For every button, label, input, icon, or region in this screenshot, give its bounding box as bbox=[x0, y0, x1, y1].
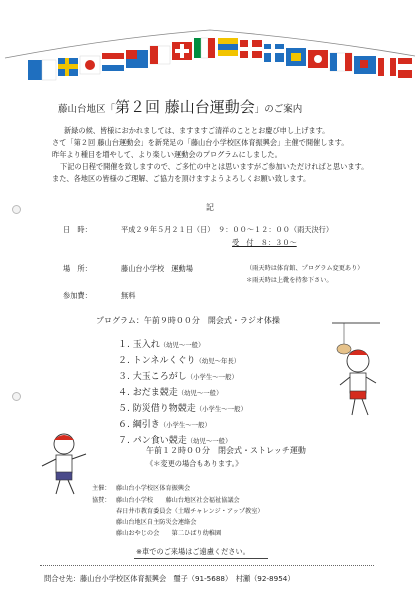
program-item: ４. おだま競走（幼児～一般） bbox=[118, 388, 223, 398]
greeting-line: また、各地区の皆様のご理解、ご協力を頂けますようよろしくお願い致します。 bbox=[52, 174, 311, 183]
punch-hole bbox=[12, 205, 21, 214]
flag-bunting bbox=[0, 0, 420, 100]
ki-heading: 記 bbox=[206, 203, 214, 212]
contact-info: 問合せ先：藤山台小学校区体育振興会 璽子（91-5688） 村瀬（92-8954） bbox=[44, 574, 295, 583]
greeting-line: 新緑の候、皆様におかれましては、ますますご清祥のこととお慶び申し上げます。 bbox=[64, 126, 330, 135]
greeting-line: 下記の日程で開催を致しますので、ご多忙の中とは思いますがご参加いただければと思います。 bbox=[60, 162, 369, 171]
page-title bbox=[58, 98, 302, 116]
punch-hole bbox=[12, 392, 21, 401]
greeting-line: 昨年より種目を増やして、より楽しい運動会のプログラムにしました。 bbox=[52, 150, 282, 159]
place-label: 場 所： bbox=[63, 264, 92, 273]
program-item: ２. トンネルくぐり（幼児～年長） bbox=[118, 356, 241, 366]
child-bread-race-illustration bbox=[322, 315, 392, 425]
program-item: ６. 綱引き（小学生～一般） bbox=[118, 420, 211, 430]
greeting-line: さて「第２回 藤山台運動会」を新発足の「藤山台小学校区体育振興会」主催で開催します。 bbox=[52, 138, 349, 147]
parking-note-underline bbox=[134, 558, 268, 559]
program-item: ５. 防災借り物競走（小学生～一般） bbox=[118, 404, 247, 414]
title-prefix: 藤山台地区「 bbox=[58, 104, 116, 115]
date-label: 日 時： bbox=[63, 225, 92, 234]
support-label: 協賛： bbox=[92, 497, 111, 504]
title-suffix: 」のご案内 bbox=[254, 104, 303, 115]
divider bbox=[40, 565, 374, 566]
program-header: プログラム：午前９時００分 開会式・ラジオ体操 bbox=[96, 316, 280, 325]
fee-label: 参加費： bbox=[63, 291, 92, 300]
place-shoes-note: ＊雨天時は上靴を持参下さい。 bbox=[246, 277, 333, 284]
title-main: 第２回 藤山台運動会 bbox=[115, 98, 255, 116]
support-line: 藤山台小学校 藤山台地区社会福祉協議会 bbox=[116, 497, 240, 504]
reception-time: 受 付 ８：３０～ bbox=[232, 238, 297, 247]
program-item: ７. パン食い競走（幼児～一般） bbox=[118, 436, 232, 446]
support-line: 春日井市教育委員会（土曜チャレンジ・アップ教室） bbox=[116, 508, 264, 515]
date-value: 平成２９年５月２１日（日） ９：００～１２：００（雨天決行） bbox=[121, 225, 334, 234]
child-cheer-illustration bbox=[34, 428, 96, 500]
support-line: 藤山おやじの会 第二ひばり幼稚園 bbox=[116, 530, 222, 537]
program-item: １. 玉入れ（幼児～一般） bbox=[118, 340, 205, 350]
host-name: 藤山台小学校区体育振興会 bbox=[116, 485, 191, 492]
host-label: 主催： bbox=[92, 485, 111, 492]
program-item: ３. 大玉ころがし（小学生～一般） bbox=[118, 372, 238, 382]
program-change-note: 《＊変更の場合もあります。》 bbox=[146, 459, 243, 468]
support-line: 藤山台地区自主防災会連絡会 bbox=[116, 519, 197, 526]
place-value: 藤山台小学校 運動場 bbox=[121, 264, 193, 273]
fee-value: 無料 bbox=[121, 291, 136, 300]
place-rain-note: （雨天時は体育館、プログラム変更あり） bbox=[246, 265, 364, 272]
parking-note: ※車でのご来場はご遠慮ください。 bbox=[136, 547, 250, 556]
program-closing: 午前１２時００分 閉会式・ストレッチ運動 bbox=[146, 446, 306, 455]
